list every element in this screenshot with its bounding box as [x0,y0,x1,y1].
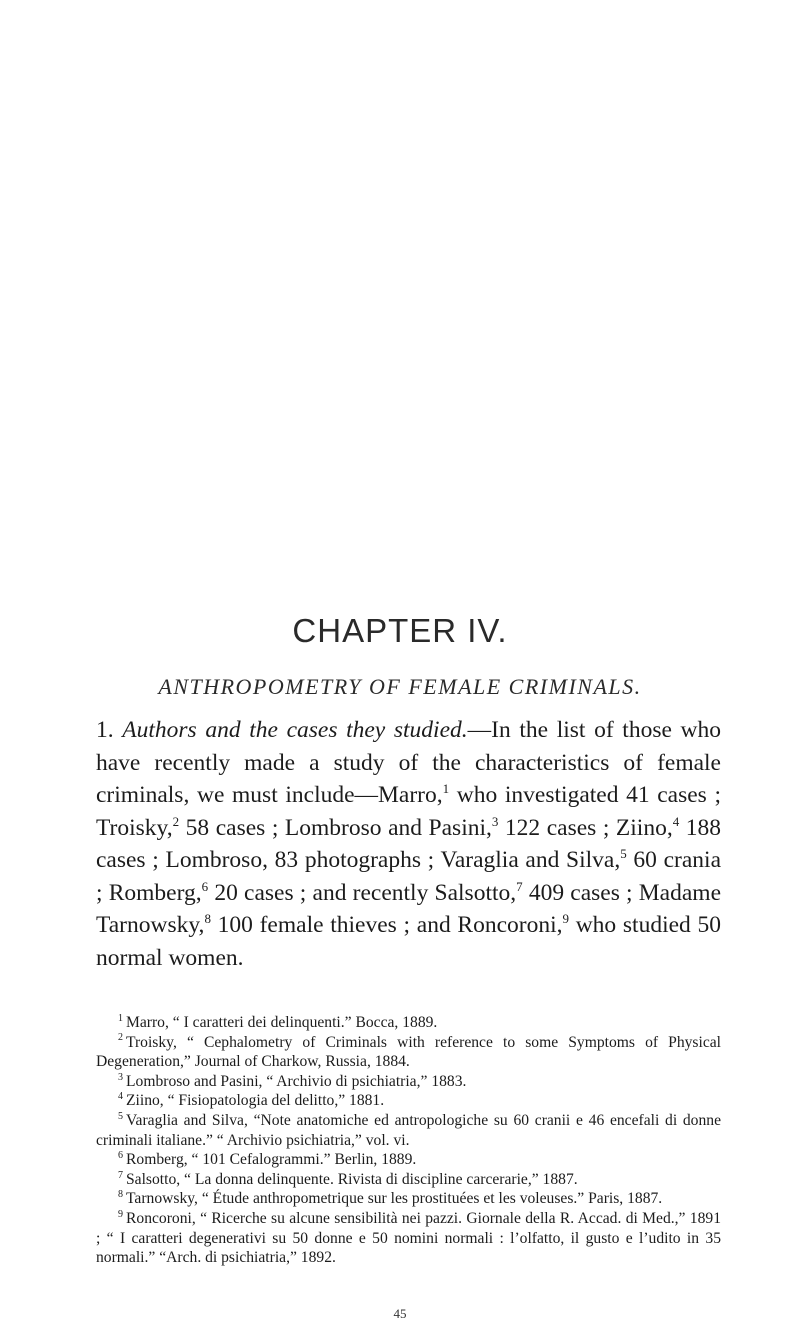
text-segment: 409 cases ; Madame Tarnowsky, [96,879,721,938]
footnote-ref: 6 [201,878,209,894]
footnote-text: Romberg, “ 101 Cefalogrammi.” Berlin, 1889. [126,1151,417,1169]
chapter-heading: CHAPTER IV. [292,612,508,649]
section-title: Authors and the cases they studied. [122,717,468,743]
footnote [96,1189,721,1209]
footnote-number: 8 [118,1189,123,1201]
footnote-text: Roncoroni, “ Ricerche su alcune sensibilità nei pazzi. Giornale della R. Accad. di Med.,” 1891 ; “ I caratteri degenerativi su 50 donne e 50 nomini normali : l’olfatto, il gusto e l’udito in 35 normali.” “Arch. di psichiatria,” 1892. [96,1209,721,1267]
section-paragraph [96,714,721,974]
footnote-text: Tarnowsky, “ Étude anthropometrique sur les prostituées et les voleuses.” Paris, 1887. [126,1190,663,1208]
text-segment: 188 cases ; Lombroso, 83 photographs ; Varaglia and Silva, [96,814,721,873]
footnotes [96,1013,721,1268]
section-number: 1. [96,717,114,743]
text-segment: who investigated 41 cases ; Troisky, [96,782,721,841]
text-segment: 60 crania ; Romberg, [96,847,721,906]
footnote [96,1111,721,1150]
text-segment: 100 female thieves ; and Roncoroni, [210,912,563,938]
chapter-title: ANTHROPOMETRY OF FEMALE CRIMINALS. [158,674,642,699]
footnote-ref: 9 [562,911,569,927]
footnote-number: 3 [118,1071,123,1083]
footnote-text: Marro, “ I caratteri dei delinquenti.” Bocca, 1889. [126,1014,438,1031]
footnote-ref: 4 [672,813,680,829]
text-segment: who studied 50 normal women. [96,912,721,971]
footnote-text: Ziino, “ Fisiopatologia del delitto,” 1881. [126,1092,385,1110]
footnote-ref: 3 [491,813,499,829]
footnote-number: 2 [118,1032,123,1044]
footnote-text: Varaglia and Silva, “Note anatomiche ed antropologiche su 60 cranii e 46 encefali di donne criminali italiane.” “ Archivio psichiatria,” vol. vi. [96,1111,721,1149]
footnote [96,1072,721,1092]
footnote-text: Salsotto, “ La donna delinquente. Rivista di discipline carcerarie,” 1887. [126,1170,578,1188]
footnote-text: Lombroso and Pasini, “ Archivio di psichiatria,” 1883. [126,1072,467,1090]
footnote-ref: 7 [516,878,523,894]
footnote-number: 1 [118,1012,123,1024]
footnote [96,1170,721,1190]
footnote-ref: 2 [172,813,180,829]
footnote-ref: 8 [204,911,211,927]
footnote [96,1209,721,1268]
footnote-number: 9 [118,1208,123,1220]
footnote [96,1033,721,1072]
footnote-number: 6 [118,1149,123,1161]
footnote-text: Troisky, “ Cephalometry of Criminals with reference to some Symptoms of Physical Degeneration,” Journal of Charkow, Russia, 1884. [96,1033,721,1071]
footnote-number: 5 [118,1110,123,1122]
footnote-ref: 1 [442,781,450,797]
footnote-number: 7 [118,1169,123,1181]
footnote [96,1091,721,1111]
footnote [96,1013,721,1033]
footnote [96,1150,721,1170]
footnote-number: 4 [118,1091,123,1103]
text-segment: 122 cases ; Ziino, [498,814,673,841]
text-segment: 58 cases ; Lombroso and Pasini, [179,814,492,841]
footnote-ref: 5 [620,846,627,862]
page-number: 45 [393,1306,407,1321]
text-segment: 20 cases ; and recently Salsotto, [208,879,517,906]
text-segment: —In the list of those who have recently made a study of the characteristics of female criminals, we must include—Marro, [96,717,721,808]
